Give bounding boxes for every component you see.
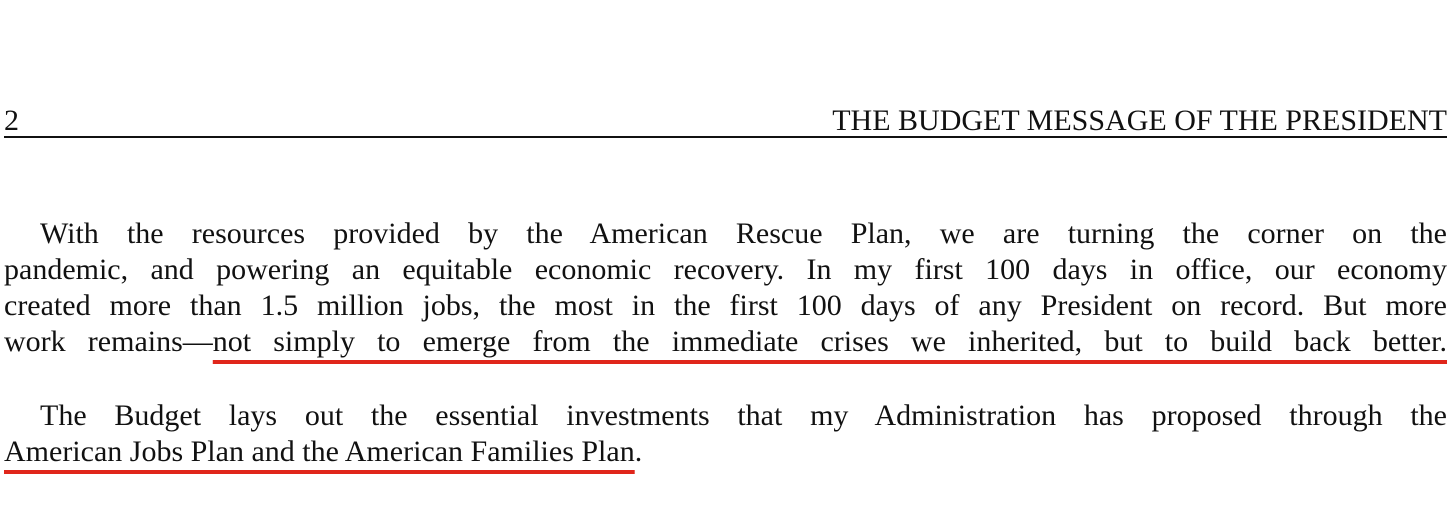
running-header — [4, 100, 1447, 138]
document-page — [4, 0, 1447, 511]
highlighted-phrase-jobs-and-families-plans: American Jobs Plan and the American Families Plan — [4, 435, 635, 468]
text-line — [4, 434, 1447, 470]
text-line: The Budget lays out the essential investments that my Administration has proposed through the — [40, 399, 1447, 432]
text-run: . — [634, 435, 643, 468]
text-line: created more than 1.5 million jobs, the most in the first 100 days of any President on record. But more — [4, 289, 1447, 322]
text-run: work remains— — [4, 325, 213, 358]
text-line: With the resources provided by the American Rescue Plan, we are turning the corner on the — [40, 217, 1447, 250]
paragraph-budget-investments — [4, 398, 1447, 470]
highlighted-phrase-build-back-better: not simply to emerge from the immediate crises we inherited, but to build back better. — [212, 325, 1448, 358]
text-line — [4, 324, 1447, 360]
page-number: 2 — [4, 104, 19, 137]
paragraph-american-rescue-plan — [4, 216, 1447, 360]
running-header-title: THE BUDGET MESSAGE OF THE PRESIDENT — [832, 104, 1447, 137]
text-line: pandemic, and powering an equitable economic recovery. In my first 100 days in office, our economy — [4, 253, 1447, 286]
